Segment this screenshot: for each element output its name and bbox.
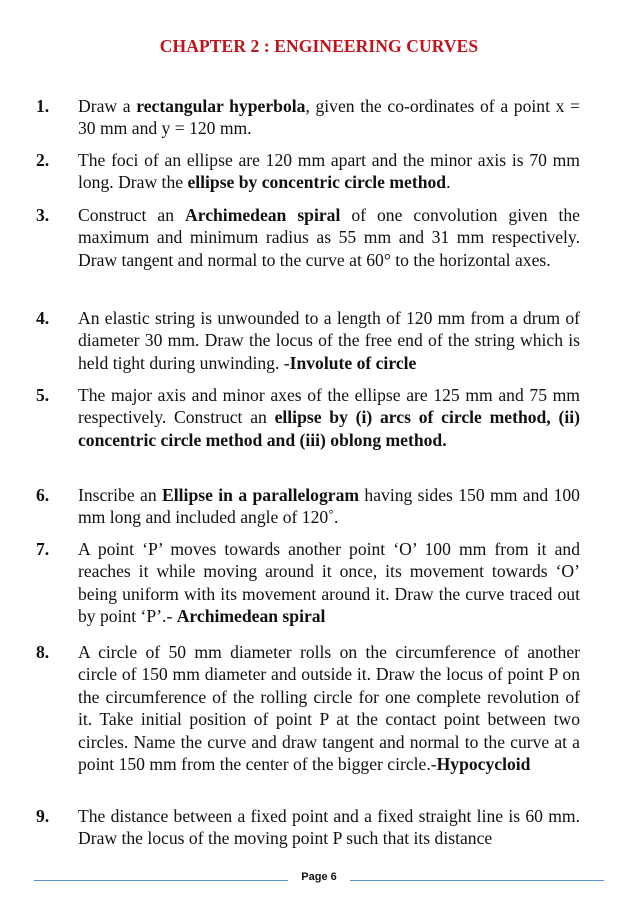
question-text bbox=[78, 641, 580, 775]
question-item bbox=[36, 484, 580, 529]
question-text bbox=[78, 95, 580, 140]
text-run: A point ‘P’ moves towards another point ‘O’ 100 mm from it and reaches it while moving around it once, its movement towards ‘O’ being uniform with its movement around it. Draw the curve traced out by point ‘P’.- bbox=[78, 539, 580, 627]
text-run-bold: ellipse by (i) arcs of circle method, (ii) concentric circle method and (iii) oblong method. bbox=[78, 407, 580, 450]
question-text bbox=[78, 384, 580, 451]
text-run-bold: Hypocycloid bbox=[436, 754, 531, 775]
text-run: The foci of an ellipse are 120 mm apart and the minor axis is 70 mm long. Draw the bbox=[78, 150, 580, 193]
text-run: . bbox=[446, 172, 451, 193]
text-run: A circle of 50 mm diameter rolls on the circumference of another circle of 150 mm diameter and outside it. Draw the locus of point P on the circumference of the rolling circle for one complete revolution of it. Take initial position of point P at the contact point between two circles. Name the curve and draw tangent and normal to the curve at a point 150 mm from the center of the bigger circle.- bbox=[78, 642, 580, 775]
text-run: , given the co-ordinates of a point x = 30 mm and y = 120 mm. bbox=[78, 96, 580, 139]
question-number: 3. bbox=[36, 205, 50, 225]
page-number: Page 6 bbox=[301, 871, 337, 883]
question-text bbox=[78, 538, 580, 628]
question-item bbox=[36, 805, 580, 850]
text-run: having sides 150 mm and 100 mm long and included angle of 120˚. bbox=[78, 485, 580, 528]
question-text bbox=[78, 149, 580, 194]
text-run: Construct an bbox=[78, 205, 186, 225]
text-run: The major axis and minor axes of the ellipse are 125 mm and 75 mm respectively. Construct an bbox=[78, 385, 580, 428]
question-number: 2. bbox=[36, 150, 50, 170]
footer-rule-right bbox=[350, 880, 604, 881]
text-run: of one convolution given the maximum and minimum radius as 55 mm and 31 mm respectively. Draw tangent and normal to the curve at 60° to the horizontal axes. bbox=[78, 205, 580, 270]
text-run-bold: Archimedean spiral bbox=[185, 205, 341, 225]
question-number: 4. bbox=[36, 308, 50, 328]
text-run-bold: rectangular hyperbola bbox=[136, 96, 306, 116]
text-run-bold: Archimedean spiral bbox=[176, 606, 326, 627]
question-item bbox=[36, 538, 580, 628]
chapter-title: CHAPTER 2 : ENGINEERING CURVES bbox=[159, 36, 479, 56]
question-number: 8. bbox=[36, 642, 50, 662]
question-item bbox=[36, 307, 580, 374]
question-item bbox=[36, 384, 580, 451]
question-item bbox=[36, 149, 580, 194]
question-number: 5. bbox=[36, 385, 50, 405]
question-item bbox=[36, 204, 580, 271]
question-number: 7. bbox=[36, 539, 50, 559]
question-number: 1. bbox=[36, 96, 50, 116]
text-run: Inscribe an bbox=[78, 485, 163, 505]
text-run: Draw a bbox=[78, 96, 137, 116]
question-text bbox=[78, 805, 580, 850]
text-run: An elastic string is unwounded to a length of 120 mm from a drum of diameter 30 mm. Draw the locus of the free end of the string which is held tight during unwinding. - bbox=[78, 308, 580, 373]
text-run-bold: ellipse by concentric circle method bbox=[187, 172, 447, 193]
question-text bbox=[78, 484, 580, 529]
text-run-bold: Involute of circle bbox=[289, 352, 417, 373]
text-run: The distance between a fixed point and a fixed straight line is 60 mm. Draw the locus of the moving point P such that its distance bbox=[78, 806, 580, 849]
question-number: 6. bbox=[36, 485, 50, 505]
text-run-bold: Ellipse in a parallelogram bbox=[162, 485, 360, 505]
question-text bbox=[78, 307, 580, 374]
question-item bbox=[36, 95, 580, 140]
question-item bbox=[36, 641, 580, 775]
question-text bbox=[78, 204, 580, 271]
question-number: 9. bbox=[36, 806, 50, 826]
